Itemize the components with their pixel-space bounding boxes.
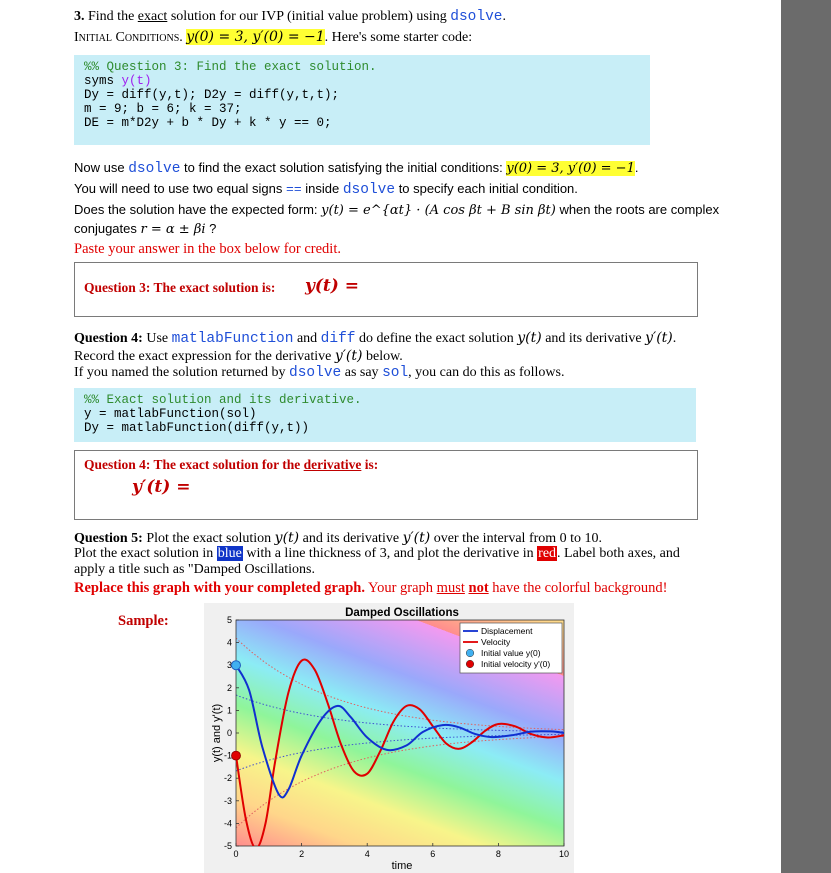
q4-answer-box[interactable] [74,450,698,520]
q3-answer-math: y(t) = [305,276,359,296]
legend-swatch-2 [466,649,474,657]
q3-para-1: Now use dsolve to find the exact solution satisfying the initial conditions: y(0) = 3, y′(0) = −1. [74,160,639,177]
q3-code-block: %% Question 3: Find the exact solution. syms y(t) Dy = diff(y,t); D2y = diff(y,t,t); m = 9; b = 6; k = 37; DE = m*D2y + b * Dy + k * y == 0; [74,55,650,145]
damped-oscillations-chart [204,603,574,873]
paste-instruction: Paste your answer in the box below for credit. [74,241,341,257]
y-tick-label-5: 5 [226,615,232,625]
q4-answer-math: y′(t) = [132,477,191,497]
q4-line-2: Record the exact expression for the derivative y′(t) below. [74,348,403,364]
q3-answer-box[interactable] [74,262,698,317]
q3-heading: 3. Find the exact solution for our IVP (initial value problem) using dsolve. [74,9,506,25]
q3-para-4: conjugates r = α ± βi ? [74,221,217,237]
y-tick-label--3: -3 [223,795,232,806]
x-tick-label-8: 8 [495,849,501,859]
right-gray-margin [781,0,831,873]
red-highlight: red [538,546,557,561]
plot-area [224,615,569,859]
y-axis-label: y(t) and y'(t) [211,703,223,763]
q3-para-2: You will need to use two equal signs == inside dsolve to specify each initial condition. [74,181,578,198]
y-tick-label-1: 1 [226,705,232,716]
blue-highlight: blue [217,546,242,561]
q5-line-3: apply a title such as "Damped Oscillations. [74,562,315,577]
legend-entry-2: Initial value y(0) [481,648,541,658]
q4-line-1: Question 4: Use matlabFunction and diff do define the exact solution y(t) and its derivative y′(t). [74,330,677,347]
q4-code-block: %% Exact solution and its derivative. y = matlabFunction(sol) Dy = matlabFunction(diff(y,t)) [74,388,696,442]
y-tick-label--2: -2 [223,773,232,784]
y-tick-label-2: 2 [226,682,232,693]
y-tick-label-3: 3 [226,660,232,671]
q3-initial-conditions: Initial Conditions. y(0) = 3, y′(0) = −1. Here's some starter code: [74,29,473,45]
q3-para-3: Does the solution have the expected form: y(t) = e^{αt} · (A cos βt + B sin βt) when the roots are complex [74,202,720,218]
x-tick-label-4: 4 [364,849,370,859]
q5-line-4: Replace this graph with your completed graph. Your graph must not have the colorful background! [74,580,668,596]
x-axis-label: time [391,860,413,872]
q4-answer-label: Question 4: The exact solution for the derivative is: [84,457,379,472]
x-tick-label-10: 10 [558,849,570,859]
legend-entry-1: Velocity [481,637,511,647]
y-tick-label--1: -1 [223,750,232,761]
q4-line-3: If you named the solution returned by dsolve as say sol, you can do this as follows. [74,365,565,381]
ic-highlight: y(0) = 3, y′(0) = −1 [186,29,325,45]
x-tick-label-6: 6 [430,849,436,859]
q3-answer-label: Question 3: The exact solution is: [84,280,276,295]
legend-swatch-3 [466,660,474,668]
y-tick-label-4: 4 [226,637,232,648]
y-tick-label-0: 0 [226,728,232,738]
initial-velocity-marker [232,751,241,760]
sample-label: Sample: [118,613,169,629]
x-tick-label-2: 2 [299,849,305,859]
x-tick-label-0: 0 [233,849,239,859]
dsolve-code: dsolve [450,9,503,25]
q5-line-2: Plot the exact solution in blue with a line thickness of 3, and plot the derivative in red. Label both axes, and [74,546,680,561]
y-tick-label--5: -5 [223,841,232,851]
q5-line-1: Question 5: Plot the exact solution y(t) and its derivative y′(t) over the interval from 0 to 10. [74,530,603,546]
chart-title: Damped Oscillations [345,607,459,619]
legend-entry-0: Displacement [481,626,533,636]
legend-entry-3: Initial velocity y'(0) [481,659,551,669]
y-tick-label--4: -4 [223,818,232,829]
initial-value-marker [232,661,241,670]
